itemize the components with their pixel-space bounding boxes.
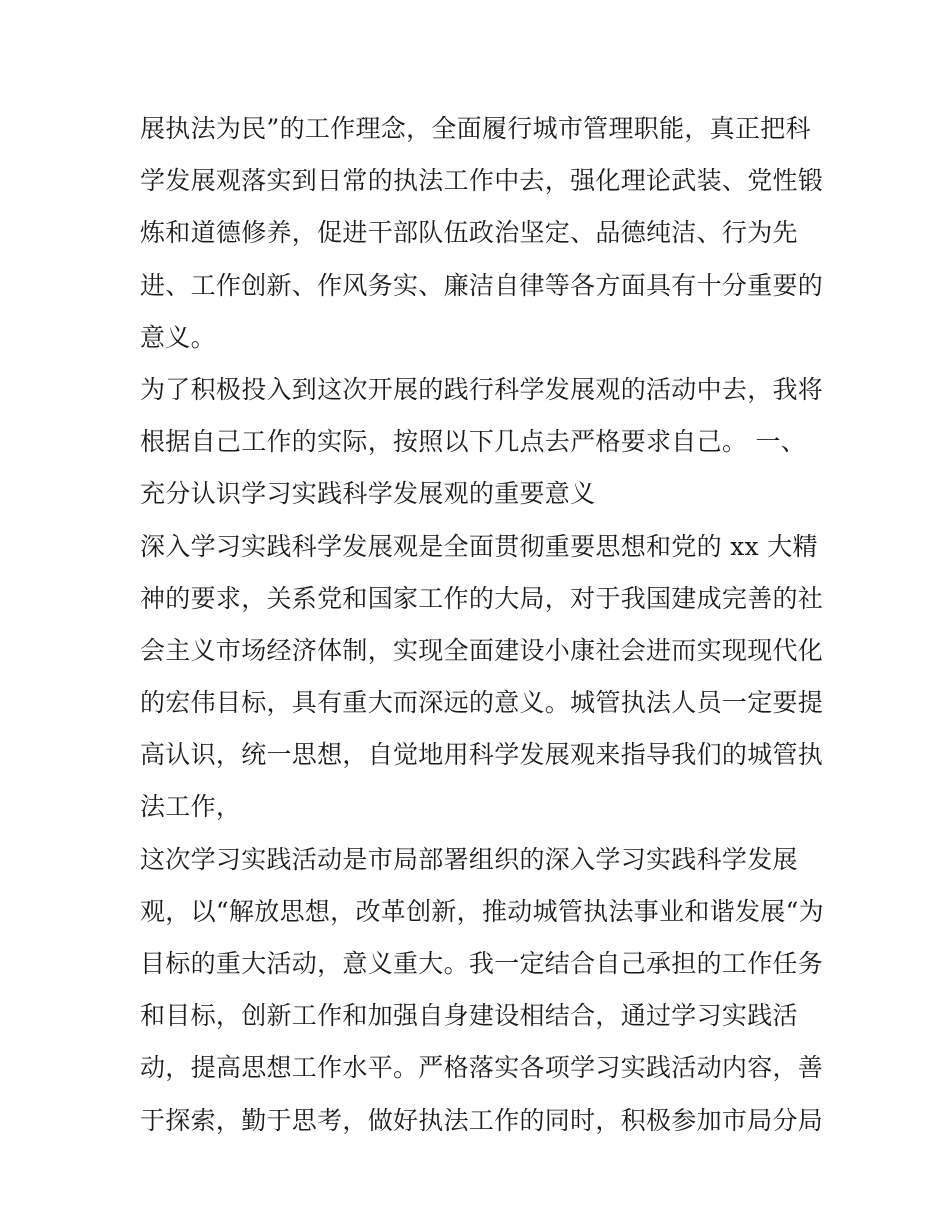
section-heading: 充分认识学习实践科学发展观的重要意义 [140,479,596,509]
text-line: 这次学习实践活动是市局部署组织的深入学习实践科学发展 [140,844,798,874]
text-line: 目标的重大活动，意义重大。我一定结合自己承担的工作任务 [140,949,824,978]
text-line: 意义。 [140,322,216,352]
text-line: 炼和道德修养，促进干部队伍政治坚定、品德纯洁、行为先 [140,218,798,248]
text-line: 法工作， [140,792,242,822]
text-line: 和目标，创新工作和加强自身建设相结合，通过学习实践活 [140,1001,798,1031]
text-line: 的宏伟目标，具有重大而深远的意义。城管执法人员一定要提 [140,688,824,718]
text-line: 动，提高思想工作水平。严格落实各项学习实践活动内容，善 [140,1053,824,1083]
text-line: 神的要求，关系党和国家工作的大局，对于我国建成完善的社 [140,583,824,613]
text-line: 高认识，统一思想，自觉地用科学发展观来指导我们的城管执 [140,740,824,770]
text-line: 为了积极投入到这次开展的践行科学发展观的活动中去，我将 [140,374,824,404]
text-line: 深入学习实践科学发展观是全面贯彻重要思想和党的 xx 大精 [140,531,818,561]
text-line: 观，以“解放思想，改革创新，推动城管执法事业和谐发展“为 [140,896,824,926]
text-line: 于探索，勤于思考，做好执法工作的同时，积极参加市局分局 [140,1105,824,1135]
text-line: 根据自己工作的实际，按照以下几点去严格要求自己。 一、 [140,427,807,457]
text-line: 学发展观落实到日常的执法工作中去，强化理论武装、党性锻 [140,166,824,196]
document-body [140,103,830,1147]
text-line: 进、工作创新、作风务实、廉洁自律等各方面具有十分重要的 [140,270,824,300]
text-line: 会主义市场经济体制，实现全面建设小康社会进而实现现代化 [140,635,824,665]
text-line: 展执法为民”的工作理念，全面履行城市管理职能，真正把科 [140,114,811,143]
